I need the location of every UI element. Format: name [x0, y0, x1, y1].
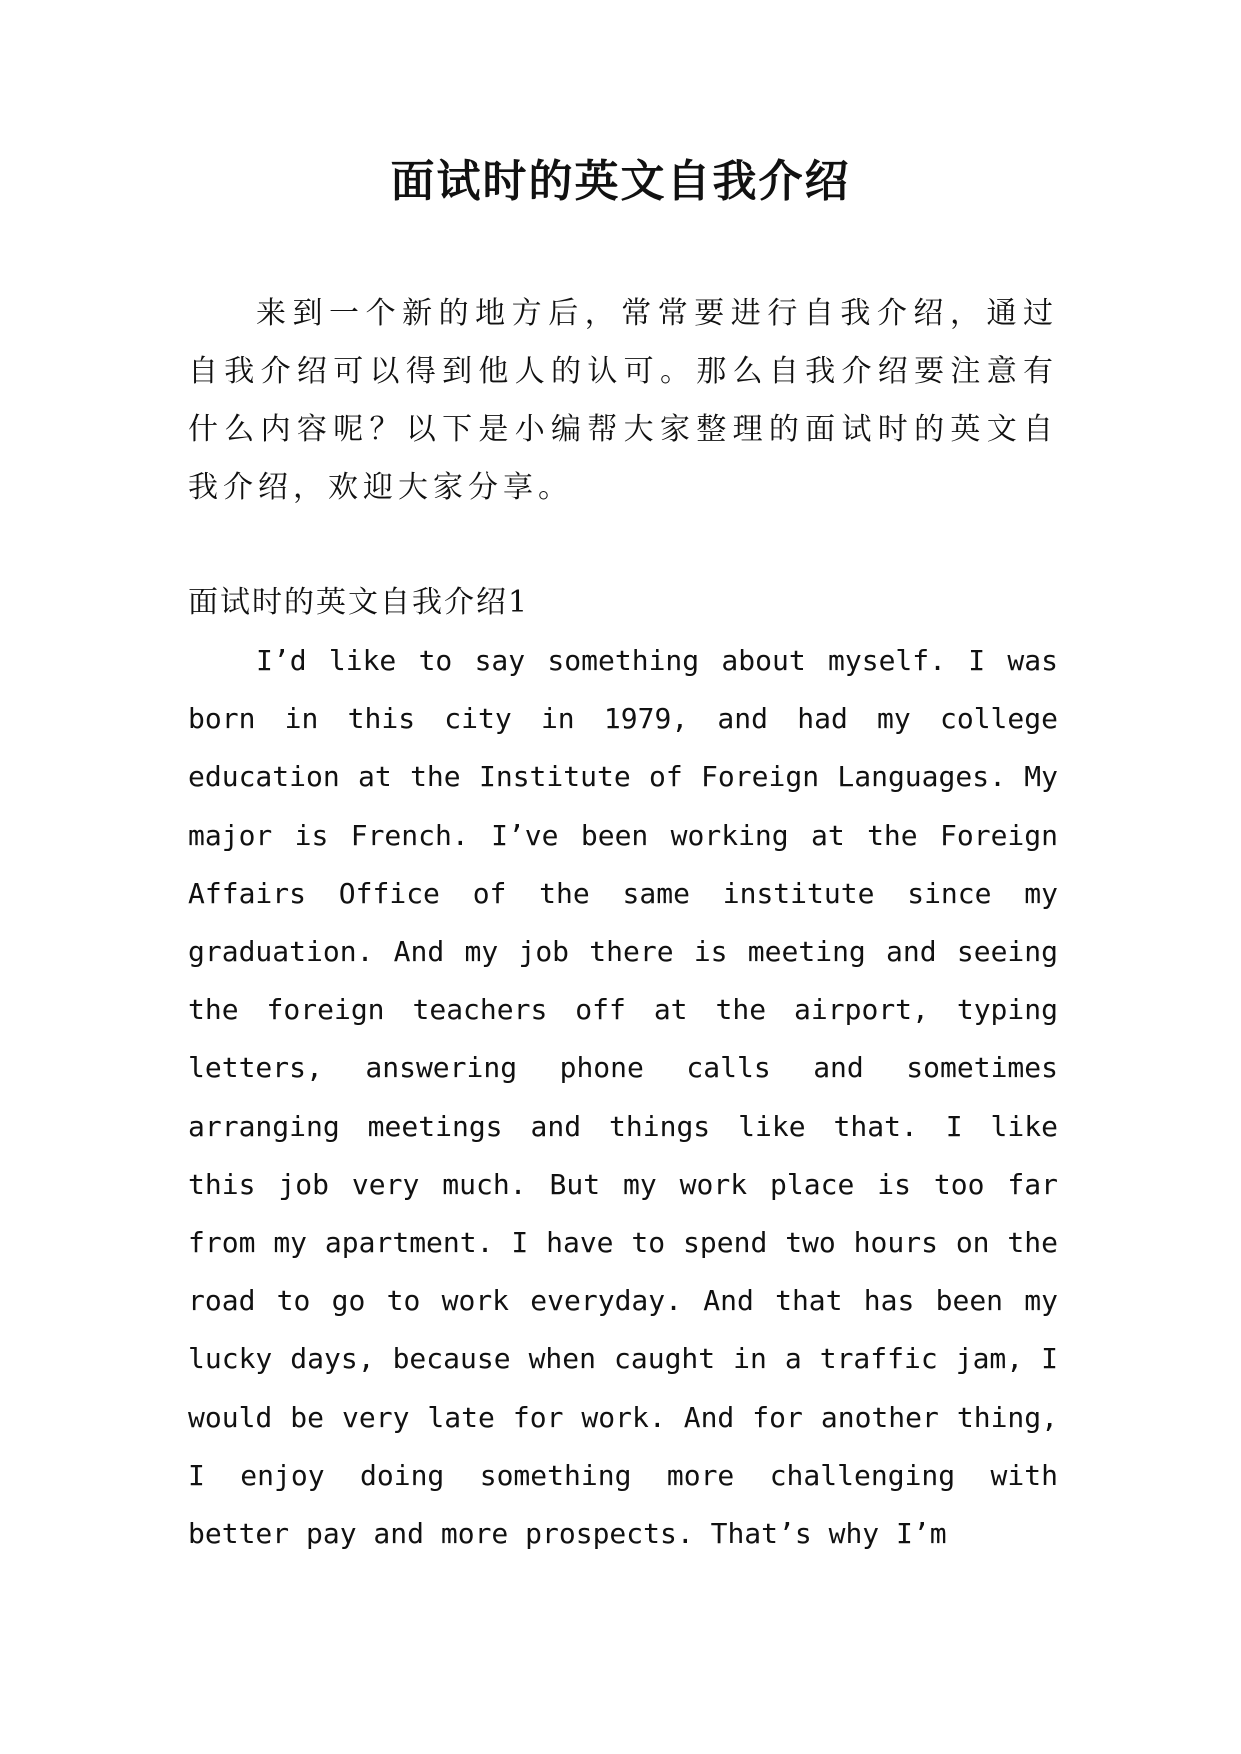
section-body-paragraph: I’d like to say something about myself. I was born in this city in 1979, and had my college education at the Institute of Foreign Languages. My major is French. I’ve been working at the Foreign Affairs Office of the same institute since my graduation. And my job there is meeting and seeing the foreign teachers off at the airport, typing letters, answering phone calls and sometimes arranging meetings and things like that. I like this job very much. But my work place is too far from my apartment. I have to spend two hours on the road to go to work everyday. And that has been my lucky days, because when caught in a traffic jam, I would be very late for work. And for another thing, I enjoy doing something more challenging with better pay and more prospects. That’s why I’m: [188, 644, 1058, 1551]
document-title: 面试时的英文自我介绍: [390, 156, 851, 207]
section-heading: 面试时的英文自我介绍1: [188, 585, 530, 620]
intro-paragraph: 来到一个新的地方后，常常要进行自我介绍，通过自我介绍可以得到他人的认可。那么自我介绍要注意有什么内容呢？以下是小编帮大家整理的面试时的英文自我介绍，欢迎大家分享。: [188, 296, 1058, 505]
